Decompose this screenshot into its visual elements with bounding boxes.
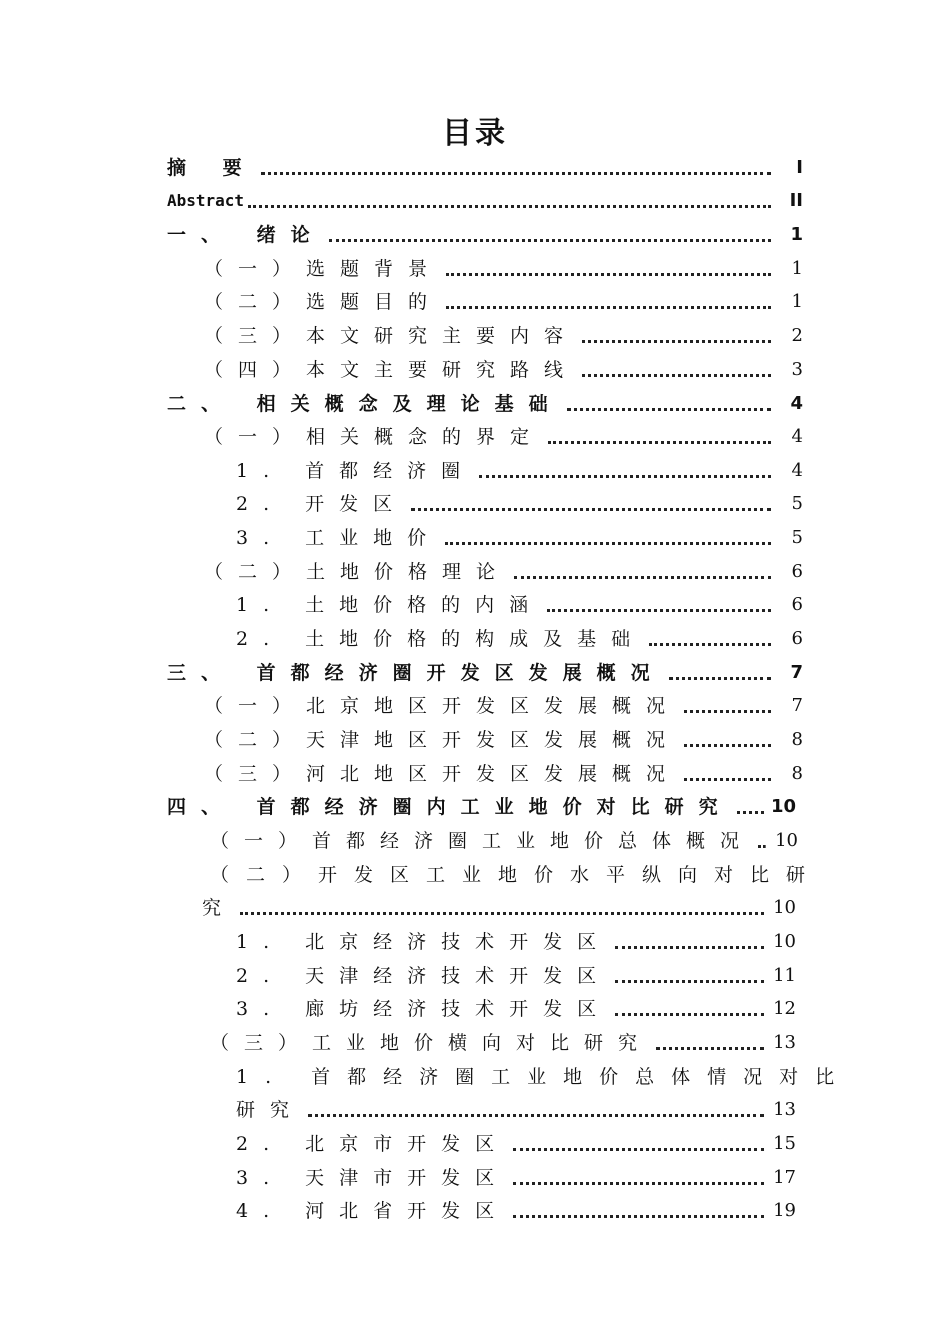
toc-dot-leader (445, 541, 771, 545)
toc-entry-page: 15 (773, 1133, 796, 1154)
toc-dot-leader (615, 945, 764, 949)
toc-dot-leader (684, 709, 771, 713)
toc-entry-text: 1. 首都经济圈工业地价总体情况对比 (236, 1066, 852, 1088)
toc-entry-text: 2. 北京市开发区 (236, 1133, 510, 1155)
toc-dot-leader (758, 844, 766, 848)
toc-entry[interactable] (167, 794, 796, 820)
toc-entry-page: 6 (791, 628, 803, 649)
toc-entry[interactable] (236, 491, 803, 517)
toc-dot-leader (615, 1012, 764, 1016)
toc-dot-leader (261, 171, 771, 175)
toc-dot-leader (479, 474, 771, 478)
toc-entry-text: （二）天津地区开发区发展概况 (204, 729, 681, 751)
toc-dot-leader (548, 440, 771, 444)
toc-dot-leader (411, 507, 771, 511)
toc-entry[interactable] (204, 323, 803, 349)
toc-dot-leader (513, 1214, 764, 1218)
toc-entry-text: （三）本文研究主要内容 (204, 325, 579, 347)
toc-entry-page: 12 (773, 998, 796, 1019)
toc-entry[interactable] (236, 1198, 796, 1224)
toc-entry-text: Abstract (167, 191, 245, 210)
toc-dot-leader (240, 911, 764, 915)
toc-entry-text: （四）本文主要研究路线 (204, 359, 579, 381)
toc-entry-text: 摘 要 (167, 157, 257, 179)
toc-entry[interactable] (236, 525, 803, 551)
toc-dot-leader (248, 204, 771, 208)
toc-dot-leader (308, 1113, 764, 1117)
toc-entry[interactable] (167, 660, 803, 686)
toc-entry-text: （一）选题背景 (204, 258, 443, 280)
toc-dot-leader (514, 575, 771, 579)
toc-entry-page: 13 (773, 1099, 796, 1120)
toc-entry-text: 1. 土地价格的内涵 (236, 594, 544, 616)
toc-entry[interactable] (167, 155, 803, 181)
toc-dot-leader (615, 979, 764, 983)
toc-dot-leader (513, 1147, 764, 1151)
toc-entry[interactable] (167, 188, 803, 214)
toc-entry-text: 1. 首都经济圈 (236, 460, 476, 482)
toc-entry-text: （一）相关概念的界定 (204, 426, 545, 448)
toc-entry[interactable] (204, 256, 803, 282)
toc-entry-page: 6 (791, 561, 803, 582)
toc-entry-page: 7 (790, 662, 803, 683)
toc-entry-page: 7 (791, 695, 803, 716)
toc-entry-page: 1 (791, 258, 803, 279)
toc-entry-text: （二）开发区工业地价水平纵向对比研 (210, 864, 823, 886)
toc-entry-text: 1. 北京经济技术开发区 (236, 931, 612, 953)
toc-entry[interactable] (204, 693, 803, 719)
toc-entry[interactable] (167, 391, 803, 417)
toc-entry-text: 二、 相关概念及理论基础 (167, 393, 563, 415)
toc-entry-page: 5 (791, 527, 803, 548)
toc-entry[interactable] (204, 559, 803, 585)
toc-entry[interactable] (236, 1165, 796, 1191)
toc-entry-text: （二）土地价格理论 (204, 561, 511, 583)
toc-entry-text: （三）河北地区开发区发展概况 (204, 763, 681, 785)
toc-entry-text: 研究 (236, 1099, 305, 1121)
toc-entry-text: 一、 绪论 (167, 224, 325, 246)
toc-entry[interactable] (204, 761, 803, 787)
toc-entry-page: II (789, 190, 803, 211)
toc-entry[interactable] (236, 626, 803, 652)
toc-entry-text: （二）选题目的 (204, 291, 443, 313)
toc-entry[interactable] (236, 1131, 796, 1157)
toc-dot-leader (446, 305, 771, 309)
toc-entry-page: I (796, 157, 803, 178)
toc-entry-page: 2 (791, 325, 803, 346)
toc-dot-leader (737, 810, 764, 814)
toc-entry[interactable] (210, 862, 823, 888)
toc-entry-text: 2. 开发区 (236, 493, 408, 515)
toc-entry-page: 8 (791, 729, 803, 750)
toc-entry-page: 17 (773, 1167, 796, 1188)
toc-entry[interactable] (236, 458, 803, 484)
toc-dot-leader (329, 238, 771, 242)
toc-entry[interactable] (210, 1030, 796, 1056)
toc-entry[interactable] (204, 357, 803, 383)
toc-entry-page: 10 (770, 796, 796, 817)
toc-dot-leader (684, 777, 771, 781)
toc-entry[interactable] (236, 929, 796, 955)
toc-entry-page: 6 (791, 594, 803, 615)
toc-entry-text: 2. 土地价格的构成及基础 (236, 628, 646, 650)
toc-entry-text: 3. 工业地价 (236, 527, 442, 549)
toc-entry[interactable] (236, 996, 796, 1022)
toc-entry-text: （一）北京地区开发区发展概况 (204, 695, 681, 717)
toc-dot-leader (513, 1181, 764, 1185)
toc-entry-page: 10 (775, 830, 799, 851)
toc-entry[interactable] (204, 289, 803, 315)
toc-entry-page: 4 (790, 393, 803, 414)
toc-entry-text: 四、 首都经济圈内工业地价对比研究 (167, 796, 733, 818)
toc-entry[interactable] (236, 1097, 796, 1123)
toc-dot-leader (582, 339, 771, 343)
toc-dot-leader (669, 676, 771, 680)
toc-entry-page: 10 (773, 897, 796, 918)
toc-entry-text: 4. 河北省开发区 (236, 1200, 510, 1222)
toc-entry-text: 3. 天津市开发区 (236, 1167, 510, 1189)
toc-entry-text: 三、 首都经济圈开发区发展概况 (167, 662, 665, 684)
toc-entry-text: （三）工业地价横向对比研究 (210, 1032, 653, 1054)
toc-entry-page: 4 (791, 426, 803, 447)
toc-entry-page: 10 (773, 931, 796, 952)
toc-dot-leader (656, 1046, 764, 1050)
toc-entry-page: 1 (790, 224, 803, 245)
toc-dot-leader (567, 407, 771, 411)
toc-entry-page: 1 (791, 291, 803, 312)
toc-entry-page: 8 (791, 763, 803, 784)
toc-dot-leader (684, 743, 771, 747)
toc-title: 目录 (442, 116, 508, 151)
toc-entry-page: 19 (773, 1200, 796, 1221)
toc-entry-page: 13 (773, 1032, 796, 1053)
toc-entry[interactable] (202, 895, 796, 921)
toc-entry[interactable] (204, 727, 803, 753)
toc-entry-text: 3. 廊坊经济技术开发区 (236, 998, 612, 1020)
toc-dot-leader (649, 642, 771, 646)
toc-dot-leader (582, 373, 771, 377)
toc-entry-page: 11 (773, 965, 796, 986)
toc-entry-text: 究 (202, 897, 237, 919)
toc-entry[interactable] (210, 828, 799, 854)
toc-entry[interactable] (236, 1064, 852, 1090)
toc-entry[interactable] (167, 222, 803, 248)
toc-entry-page: 3 (791, 359, 803, 380)
toc-entry-page: 4 (791, 460, 803, 481)
toc-entry[interactable] (204, 424, 803, 450)
toc-dot-leader (547, 608, 771, 612)
toc-entry-text: （一）首都经济圈工业地价总体概况 (210, 830, 755, 852)
toc-dot-leader (446, 272, 771, 276)
toc-entry-text: 2. 天津经济技术开发区 (236, 965, 612, 987)
toc-entry[interactable] (236, 592, 803, 618)
toc-entry-page: 5 (791, 493, 803, 514)
toc-entry[interactable] (236, 963, 796, 989)
